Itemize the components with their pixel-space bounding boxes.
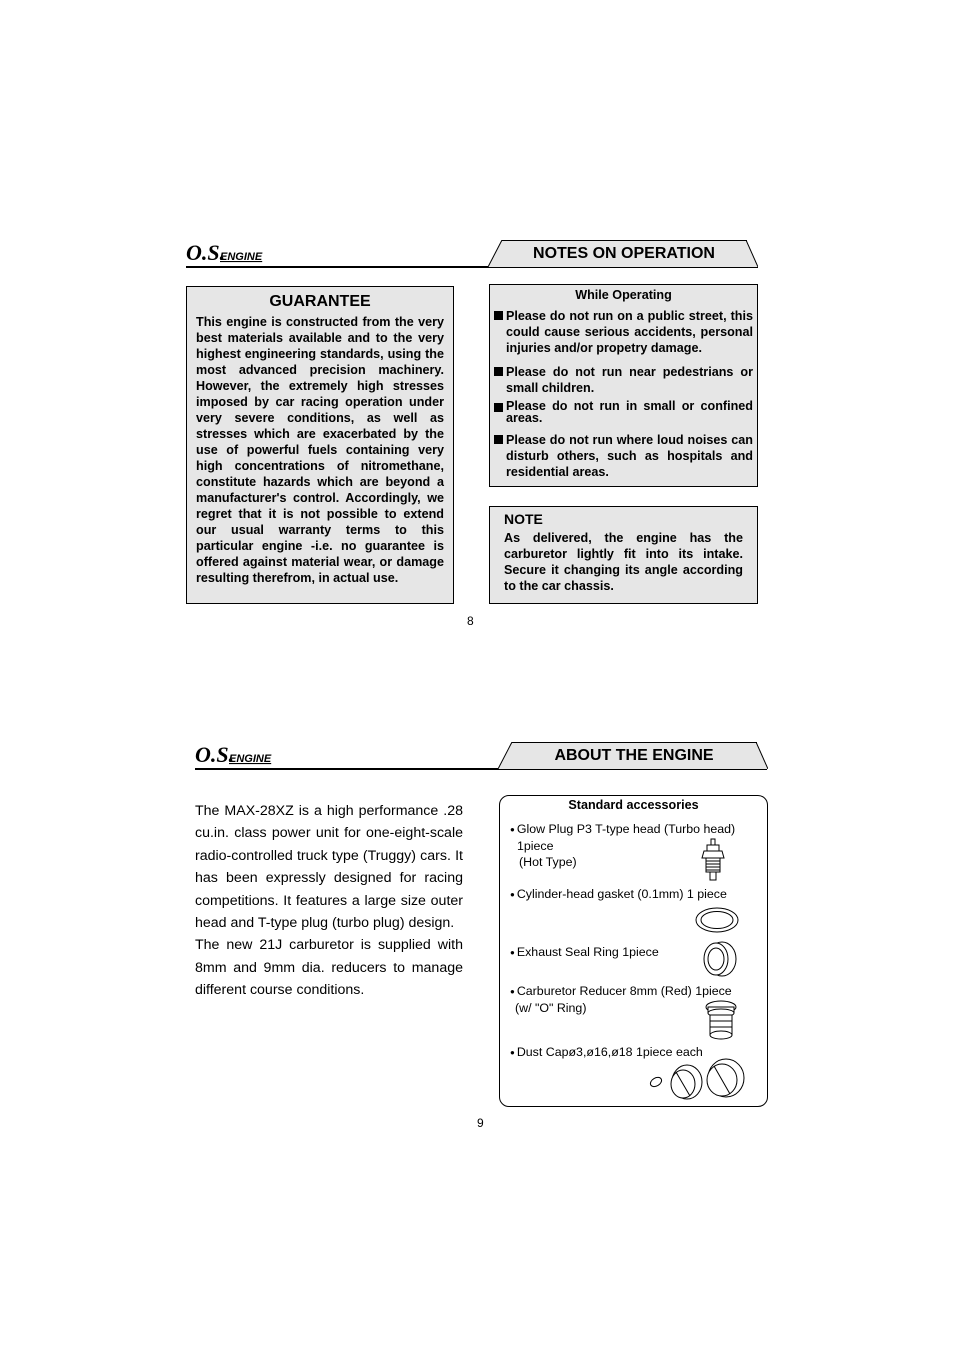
warning-item — [494, 364, 753, 396]
header-tab-slant-right — [756, 742, 768, 769]
svg-text:ENGINE: ENGINE — [229, 753, 272, 765]
os-engine-logo-icon — [195, 744, 285, 770]
note-box — [489, 506, 758, 604]
square-bullet-icon — [494, 435, 503, 444]
accessory-label: Glow Plug P3 T-type head (Turbo head) — [516, 822, 736, 836]
square-bullet-icon — [494, 367, 503, 376]
guarantee-title: GUARANTEE — [269, 293, 371, 310]
accessory-item — [510, 944, 659, 961]
seal-ring-icon — [700, 939, 740, 979]
warning-text: Please do not run in small or confined areas. — [506, 399, 753, 425]
warning-text: Please do not run where loud noises can disturb others, such as hospitals and residential areas. — [506, 433, 753, 479]
warning-item — [494, 400, 753, 424]
note-text: As delivered, the engine has the carburetor lightly fit into its intake. Secure it changing its angle according to the car chassis. — [504, 531, 743, 593]
accessory-note: (w/ "O" Ring) — [515, 1000, 587, 1015]
accessory-label: Carburetor Reducer 8mm (Red) 1piece — [516, 984, 732, 998]
warning-text: Please do not run on a public street, this could cause serious accidents, personal injuries and/or propetry damage. — [506, 309, 753, 355]
warning-item — [494, 308, 753, 356]
header-tab-slant-right — [746, 240, 758, 267]
header-tab-slant — [488, 240, 502, 267]
svg-text:O.S.: O.S. — [195, 744, 235, 767]
accessory-type: (Hot Type) — [519, 854, 577, 869]
bullet-dot-icon: ● — [510, 824, 515, 834]
svg-text:ENGINE: ENGINE — [220, 251, 263, 263]
square-bullet-icon — [494, 403, 503, 412]
os-engine-logo-icon — [186, 242, 276, 268]
note-title: NOTE — [504, 511, 543, 527]
header-tab-slant — [498, 742, 512, 769]
warning-item — [494, 432, 753, 480]
square-bullet-icon — [494, 311, 503, 320]
intro-paragraph: The MAX-28XZ is a high performance .28 cu.in. class power unit for one-eight-scale radio-controlled truck type (Truggy) cars. It has been expressly designed for racing competitions. It features a large size outer head and T-type plug (turbo plug) design. — [195, 803, 463, 932]
bullet-dot-icon: ● — [510, 986, 515, 996]
while-operating-title: While Operating — [575, 288, 672, 302]
bullet-dot-icon: ● — [510, 1047, 515, 1057]
while-operating-box — [489, 284, 758, 487]
intro-text — [195, 800, 463, 1002]
page-number: 8 — [467, 614, 474, 628]
bullet-dot-icon: ● — [510, 889, 515, 899]
accessory-label: Cylinder-head gasket (0.1mm) 1 piece — [516, 887, 727, 901]
reducer-icon — [704, 999, 738, 1043]
guarantee-text: This engine is constructed from the very best materials available and to the very highest engineering standards, using the most advanced precision machinery. However, the extremely high stresses imposed by car racing operation under very severe conditions, as well as stresses which are exacerbated by the use of powerful fuels containing very high concentrations of nitromethane, constitute hazards which are beyond a manufacturer's control. Accordingly, we regret that it is not possible to extend our usual warranty terms to this particular engine -i.e. no guarantee is offered against material wear, or damage resulting therefrom, in actual use. — [196, 315, 444, 585]
gasket-icon — [694, 906, 740, 934]
guarantee-box — [186, 286, 454, 604]
accessory-label: Exhaust Seal Ring 1piece — [516, 945, 659, 959]
warning-text: Please do not run near pedestrians or small children. — [506, 365, 753, 395]
intro-paragraph: The new 21J carburetor is supplied with 8mm and 9mm dia. reducers to manage different course conditions. — [195, 937, 463, 999]
accessory-item — [510, 886, 727, 903]
page-number: 9 — [477, 1116, 484, 1130]
accessories-box — [499, 795, 768, 1107]
bullet-dot-icon: ● — [510, 947, 515, 957]
glow-plug-icon — [700, 838, 726, 884]
dust-cap-icon — [646, 1058, 750, 1100]
accessory-item — [510, 983, 732, 1016]
section-title: NOTES ON OPERATION — [502, 240, 747, 267]
accessory-label: Dust Capø3,ø16,ø18 1piece each — [516, 1045, 703, 1059]
accessory-quantity: 1piece — [517, 838, 554, 853]
accessories-title: Standard accessories — [568, 798, 699, 812]
svg-text:O.S.: O.S. — [186, 242, 226, 265]
section-title: ABOUT THE ENGINE — [512, 742, 757, 769]
